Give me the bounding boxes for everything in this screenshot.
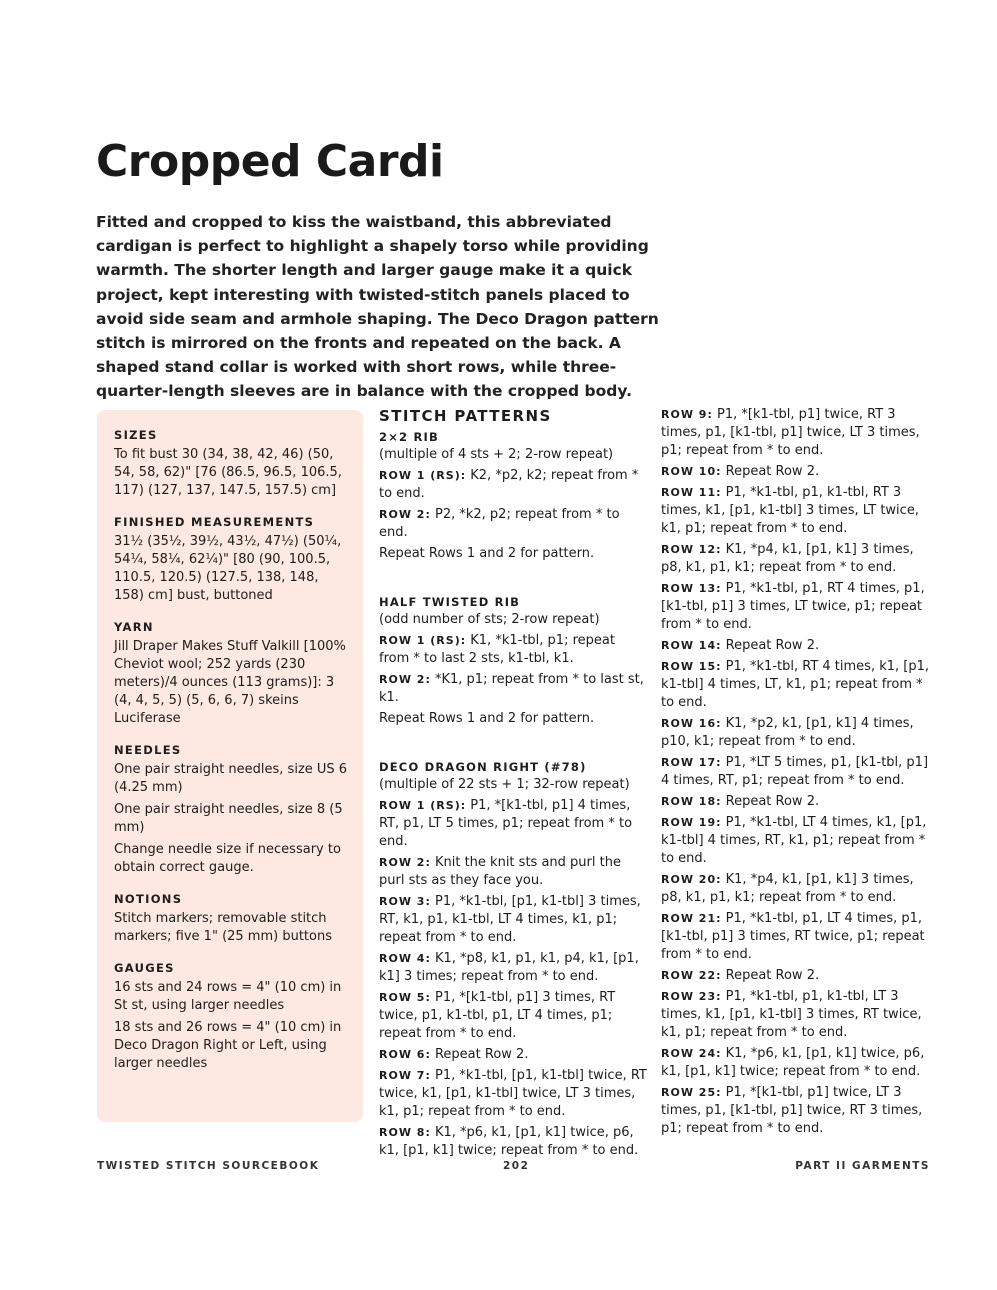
row-text: K1, *p4, k1, [p1, k1] 3 times, p8, k1, p1, k1; repeat from * to end. xyxy=(661,542,914,575)
row-label: ROW 16: xyxy=(661,717,722,730)
row-label: ROW 8: xyxy=(379,1126,431,1139)
row-text: P2, *k2, p2; repeat from * to end. xyxy=(379,507,620,540)
spec-text: To fit bust 30 (34, 38, 42, 46) (50, 54, 58, 62)" [76 (86.5, 96.5, 106.5, 117) (127, 137, 147.5, 157.5) cm] xyxy=(114,447,342,498)
row-label: ROW 6: xyxy=(379,1048,431,1061)
row-label: ROW 2: xyxy=(379,856,431,869)
row-text: P1, *LT 5 times, p1, [k1-tbl, p1] 4 times, RT, p1; repeat from * to end. xyxy=(661,755,929,788)
pattern-row xyxy=(379,710,649,728)
spec-text: One pair straight needles, size US 6 (4.25 mm) xyxy=(114,762,348,795)
spec-text: Jill Draper Makes Stuff Valkill [100% Cheviot wool; 252 yards (230 meters)/4 ounces (113 grams)]: 3 (4, 4, 5, 5) (5, 6, 6, 7) skeins Luciferase xyxy=(114,639,346,726)
spec-section xyxy=(114,620,349,728)
row-text: P1, *[k1-tbl, p1] twice, LT 3 times, p1, [k1-tbl, p1] twice, RT 3 times, p1; repeat from * to end. xyxy=(661,1085,923,1136)
row-label: ROW 21: xyxy=(661,912,722,925)
row-text: P1, *[k1-tbl, p1] 3 times, RT twice, p1, k1-tbl, p1, LT 4 times, p1; repeat from * to end. xyxy=(379,990,616,1041)
spec-text: 31½ (35½, 39½, 43½, 47½) (50¼, 54¼, 58¼, 62¼)" [80 (90, 100.5, 110.5, 120.5) (127.5, 138, 148, 158) cm] bust, buttoned xyxy=(114,534,342,603)
pattern-row xyxy=(661,541,937,577)
stitch-patterns-heading: STITCH PATTERNS xyxy=(379,407,552,425)
pattern-row xyxy=(661,910,937,964)
pattern-row xyxy=(379,854,649,890)
rows-continued-column xyxy=(661,406,937,1141)
row-text: K2, *p2, k2; repeat from * to end. xyxy=(379,468,639,501)
row-label: ROW 2: xyxy=(379,508,431,521)
row-label: ROW 2: xyxy=(379,673,431,686)
row-text: (multiple of 4 sts + 2; 2-row repeat) xyxy=(379,447,614,462)
row-label: ROW 5: xyxy=(379,991,431,1004)
row-text: K1, *p2, k1, [p1, k1] 4 times, p10, k1; repeat from * to end. xyxy=(661,716,914,749)
row-text: P1, *k1-tbl, RT 4 times, k1, [p1, k1-tbl] 4 times, LT, k1, p1; repeat from * to end. xyxy=(661,659,929,710)
spec-text: Stitch markers; removable stitch markers; five 1" (25 mm) buttons xyxy=(114,911,332,944)
pattern-row xyxy=(379,1067,649,1121)
row-text: P1, *k1-tbl, p1, LT 4 times, p1, [k1-tbl, p1] 3 times, RT twice, p1; repeat from * to end. xyxy=(661,911,925,962)
pattern-row xyxy=(379,611,649,629)
row-label: ROW 14: xyxy=(661,639,722,652)
row-text: Repeat Row 2. xyxy=(725,794,820,809)
pattern-row xyxy=(661,1084,937,1138)
spec-heading: NOTIONS xyxy=(114,892,183,906)
spec-text: 18 sts and 26 rows = 4" (10 cm) in Deco Dragon Right or Left, using larger needles xyxy=(114,1020,342,1071)
row-text: P1, *[k1-tbl, p1] twice, RT 3 times, p1, [k1-tbl, p1] twice, LT 3 times, p1; repeat from * to end. xyxy=(661,407,920,458)
row-text: P1, *[k1-tbl, p1] 4 times, RT, p1, LT 5 times, p1; repeat from * to end. xyxy=(379,798,633,849)
pattern-row xyxy=(379,545,649,563)
row-text: *K1, p1; repeat from * to last st, k1. xyxy=(379,672,644,705)
pattern-name: DECO DRAGON RIGHT (#78) xyxy=(379,760,587,774)
row-label: ROW 1 (RS): xyxy=(379,634,467,647)
pattern-row xyxy=(379,989,649,1043)
spec-text: One pair straight needles, size 8 (5 mm) xyxy=(114,802,343,835)
pattern-row xyxy=(379,950,649,986)
spec-heading: YARN xyxy=(114,620,154,634)
pattern-row xyxy=(379,467,649,503)
pattern-row xyxy=(379,1124,649,1160)
stitch-pattern xyxy=(379,758,649,1160)
pattern-row xyxy=(661,580,937,634)
row-label: ROW 9: xyxy=(661,408,713,421)
row-text: K1, *p6, k1, [p1, k1] twice, p6, k1, [p1, k1] twice; repeat from * to end. xyxy=(379,1125,639,1158)
row-label: ROW 22: xyxy=(661,969,722,982)
page-title: Cropped Cardi xyxy=(96,136,444,187)
spec-heading: SIZES xyxy=(114,428,158,442)
footer-book-title: TWISTED STITCH SOURCEBOOK xyxy=(97,1160,320,1172)
pattern-row xyxy=(661,754,937,790)
row-text: K1, *k1-tbl, p1; repeat from * to last 2 sts, k1-tbl, k1. xyxy=(379,633,615,666)
row-label: ROW 1 (RS): xyxy=(379,799,467,812)
row-text: P1, *k1-tbl, p1, k1-tbl, LT 3 times, k1, [p1, k1-tbl] 3 times, RT twice, k1, p1; repeat from * to end. xyxy=(661,989,922,1040)
row-text: Repeat Rows 1 and 2 for pattern. xyxy=(379,546,595,561)
pattern-row xyxy=(661,637,937,655)
spec-text: 16 sts and 24 rows = 4" (10 cm) in St st, using larger needles xyxy=(114,980,342,1013)
pattern-row xyxy=(379,893,649,947)
row-text: K1, *p8, k1, p1, k1, p4, k1, [p1, k1] 3 times; repeat from * to end. xyxy=(379,951,639,984)
row-text: Knit the knit sts and purl the purl sts as they face you. xyxy=(379,855,621,888)
row-text: Repeat Row 2. xyxy=(434,1047,529,1062)
pattern-row xyxy=(661,967,937,985)
pattern-row xyxy=(379,776,649,794)
pattern-row xyxy=(661,463,937,481)
pattern-row xyxy=(661,793,937,811)
spec-text: Change needle size if necessary to obtain correct gauge. xyxy=(114,842,341,875)
pattern-row xyxy=(379,446,649,464)
row-text: P1, *k1-tbl, p1, k1-tbl, RT 3 times, k1, [p1, k1-tbl] 3 times, LT twice, k1, p1; repeat from * to end. xyxy=(661,485,919,536)
row-text: P1, *k1-tbl, [p1, k1-tbl] twice, RT twice, k1, [p1, k1-tbl] twice, LT 3 times, k1, p1; repeat from * to end. xyxy=(379,1068,647,1119)
row-label: ROW 11: xyxy=(661,486,722,499)
specs-sidebar xyxy=(97,410,363,1122)
row-label: ROW 17: xyxy=(661,756,722,769)
pattern-row xyxy=(661,406,937,460)
row-label: ROW 13: xyxy=(661,582,722,595)
pattern-row xyxy=(379,1046,649,1064)
stitch-pattern xyxy=(379,593,649,728)
row-text: Repeat Row 2. xyxy=(725,638,820,653)
pattern-row xyxy=(661,988,937,1042)
footer-page-number: 202 xyxy=(503,1160,530,1172)
row-label: ROW 7: xyxy=(379,1069,431,1082)
stitch-patterns-column xyxy=(379,406,649,1190)
spec-heading: FINISHED MEASUREMENTS xyxy=(114,515,315,529)
pattern-row xyxy=(379,671,649,707)
row-label: ROW 1 (RS): xyxy=(379,469,467,482)
pattern-name: HALF TWISTED RIB xyxy=(379,595,521,609)
pattern-row xyxy=(661,871,937,907)
row-label: ROW 10: xyxy=(661,465,722,478)
pattern-row xyxy=(661,814,937,868)
row-text: (multiple of 22 sts + 1; 32-row repeat) xyxy=(379,777,630,792)
row-text: P1, *k1-tbl, LT 4 times, k1, [p1, k1-tbl] 4 times, RT, k1, p1; repeat from * to end. xyxy=(661,815,927,866)
spec-section xyxy=(114,428,349,500)
row-label: ROW 23: xyxy=(661,990,722,1003)
row-label: ROW 25: xyxy=(661,1086,722,1099)
row-label: ROW 4: xyxy=(379,952,431,965)
intro-paragraph: Fitted and cropped to kiss the waistband, this abbreviated cardigan is perfect to highlight a shapely torso while providing warmth. The shorter length and larger gauge make it a quick project, kept interesting with twisted-stitch panels placed to avoid side seam and armhole shaping. The Deco Dragon pattern stitch is mirrored on the fronts and repeated on the back. A shaped stand collar is worked with short rows, while three-quarter-length sleeves are in balance with the cropped body. xyxy=(96,213,659,401)
row-text: P1, *k1-tbl, p1, RT 4 times, p1, [k1-tbl, p1] 3 times, LT twice, p1; repeat from * to end. xyxy=(661,581,925,632)
row-text: Repeat Row 2. xyxy=(725,968,820,983)
row-label: ROW 12: xyxy=(661,543,722,556)
spec-section xyxy=(114,961,349,1073)
stitch-pattern xyxy=(379,428,649,563)
row-text: Repeat Row 2. xyxy=(725,464,820,479)
spec-section xyxy=(114,515,349,605)
row-label: ROW 3: xyxy=(379,895,431,908)
spec-section xyxy=(114,743,349,877)
pattern-row xyxy=(379,632,649,668)
spec-section xyxy=(114,892,349,946)
row-label: ROW 15: xyxy=(661,660,722,673)
row-text: K1, *p6, k1, [p1, k1] twice, p6, k1, [p1, k1] twice; repeat from * to end. xyxy=(661,1046,925,1079)
row-text: (odd number of sts; 2-row repeat) xyxy=(379,612,600,627)
row-label: ROW 18: xyxy=(661,795,722,808)
pattern-row xyxy=(379,506,649,542)
row-text: Repeat Rows 1 and 2 for pattern. xyxy=(379,711,595,726)
row-text: K1, *p4, k1, [p1, k1] 3 times, p8, k1, p1, k1; repeat from * to end. xyxy=(661,872,914,905)
row-label: ROW 24: xyxy=(661,1047,722,1060)
row-text: P1, *k1-tbl, [p1, k1-tbl] 3 times, RT, k1, p1, k1-tbl, LT 4 times, k1, p1; repeat from * to end. xyxy=(379,894,641,945)
row-label: ROW 20: xyxy=(661,873,722,886)
footer-section: PART II GARMENTS xyxy=(795,1160,930,1172)
pattern-row xyxy=(661,658,937,712)
pattern-row xyxy=(661,1045,937,1081)
pattern-row xyxy=(661,715,937,751)
spec-heading: NEEDLES xyxy=(114,743,182,757)
spec-heading: GAUGES xyxy=(114,961,175,975)
pattern-row xyxy=(379,797,649,851)
pattern-row xyxy=(661,484,937,538)
row-label: ROW 19: xyxy=(661,816,722,829)
pattern-name: 2×2 RIB xyxy=(379,430,439,444)
